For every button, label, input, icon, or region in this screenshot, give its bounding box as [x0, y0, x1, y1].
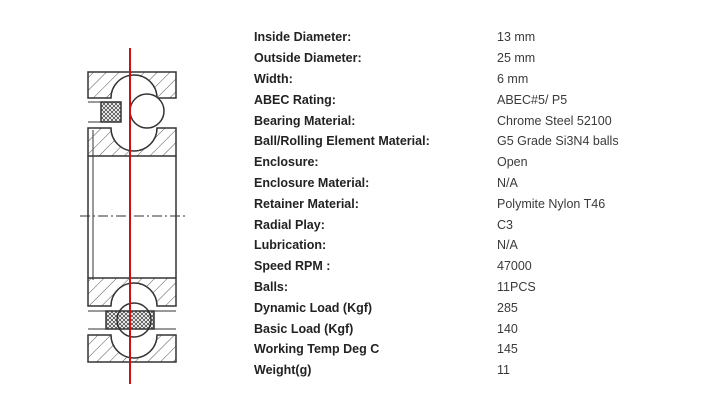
spec-label: Outside Diameter: [254, 51, 362, 66]
spec-value: Chrome Steel 52100 [497, 113, 612, 128]
spec-value: N/A [497, 175, 518, 190]
spec-label: Inside Diameter: [254, 30, 352, 45]
spec-row [254, 214, 694, 235]
spec-value: Polymite Nylon T46 [497, 196, 606, 211]
top-ball [130, 94, 164, 128]
spec-row [254, 152, 694, 173]
spec-label: Width: [254, 71, 293, 86]
top-retainer [101, 102, 121, 122]
spec-row [254, 48, 694, 69]
spec-row [254, 360, 694, 381]
spec-value: 145 [497, 342, 518, 357]
spec-label: Radial Play: [254, 217, 325, 232]
spec-value: ABEC#5/ P5 [497, 92, 568, 107]
bottom-bearing-section [88, 278, 176, 362]
spec-label: Speed RPM : [254, 259, 331, 274]
spec-label: Retainer Material: [254, 196, 359, 211]
spec-value: G5 Grade Si3N4 balls [497, 134, 619, 149]
spec-value: 140 [497, 321, 518, 336]
spec-row [254, 256, 694, 277]
spec-label: Weight(g) [254, 363, 312, 378]
spec-row [254, 297, 694, 318]
bearing-cross-section-drawing [0, 0, 230, 419]
spec-row [254, 339, 694, 360]
spec-label: Balls: [254, 279, 289, 294]
spec-row [254, 89, 694, 110]
spec-value: 11 [497, 363, 510, 378]
spec-row [254, 110, 694, 131]
spec-value: 6 mm [497, 71, 529, 86]
spec-row [254, 131, 694, 152]
spec-label: Lubrication: [254, 238, 327, 253]
spec-row [254, 27, 694, 48]
spec-label: Ball/Rolling Element Material: [254, 134, 430, 149]
spec-row [254, 173, 694, 194]
spec-label: Basic Load (Kgf) [254, 321, 354, 336]
spec-value: 285 [497, 300, 518, 315]
spec-label: Working Temp Deg C [254, 342, 380, 357]
specifications-table [254, 27, 694, 381]
spec-label: Dynamic Load (Kgf) [254, 300, 373, 315]
spec-value: Open [497, 155, 528, 170]
spec-label: Enclosure: [254, 155, 319, 170]
spec-value: C3 [497, 217, 513, 232]
spec-value: 25 mm [497, 51, 536, 66]
top-bearing-section [88, 72, 176, 156]
spec-row [254, 318, 694, 339]
spec-label: Enclosure Material: [254, 175, 370, 190]
spec-label: ABEC Rating: [254, 92, 336, 107]
spec-value: 13 mm [497, 30, 536, 45]
spec-row [254, 235, 694, 256]
spec-value: N/A [497, 238, 518, 253]
spec-row [254, 193, 694, 214]
spec-value: 47000 [497, 259, 532, 274]
spec-value: 11PCS [497, 279, 536, 294]
spec-row [254, 69, 694, 90]
spec-row [254, 277, 694, 298]
spec-label: Bearing Material: [254, 113, 356, 128]
